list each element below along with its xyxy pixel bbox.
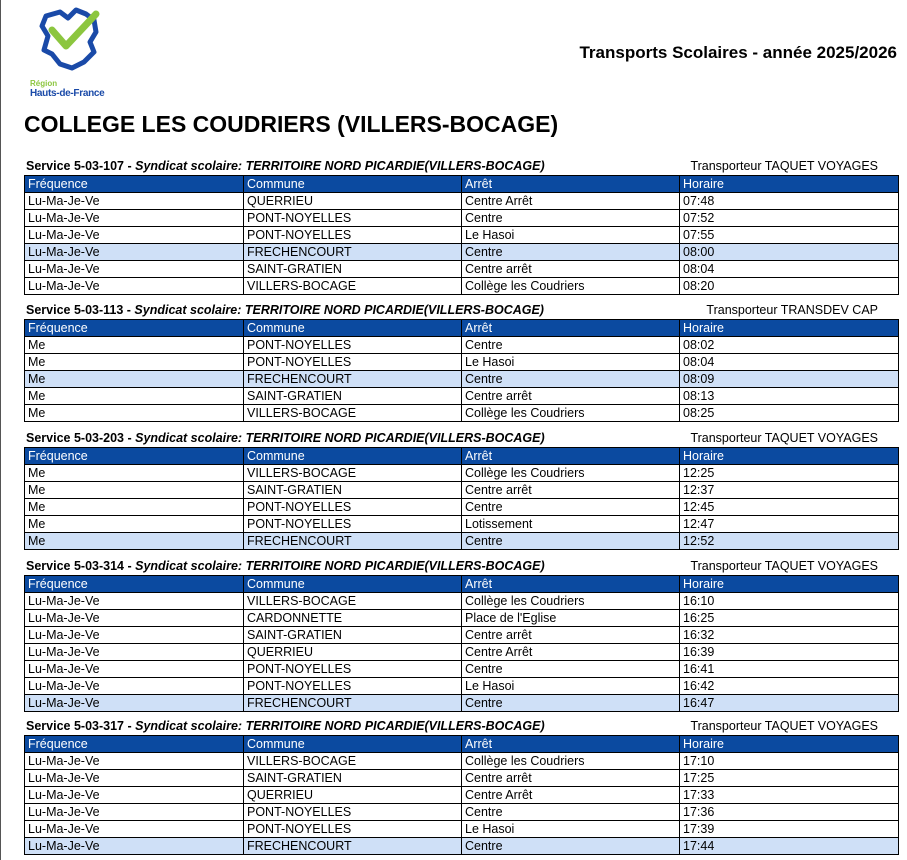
- arret-cell: Centre arrêt: [462, 388, 680, 405]
- service-transporteur: Transporteur TAQUET VOYAGES: [690, 559, 878, 573]
- horaire-cell: 17:36: [680, 804, 899, 821]
- arret-cell: Le Hasoi: [462, 678, 680, 695]
- horaire-cell: 08:25: [680, 405, 899, 422]
- commune-cell: SAINT-GRATIEN: [244, 627, 462, 644]
- column-header: Horaire: [680, 576, 899, 593]
- frequence-cell: Me: [25, 482, 244, 499]
- column-header: Horaire: [680, 448, 899, 465]
- arret-cell: Centre: [462, 838, 680, 855]
- arret-cell: Le Hasoi: [462, 354, 680, 371]
- logo-name-label: Hauts-de-France: [30, 88, 105, 99]
- commune-cell: FRECHENCOURT: [244, 838, 462, 855]
- service-header: [24, 302, 898, 319]
- frequence-cell: Lu-Ma-Je-Ve: [25, 610, 244, 627]
- column-header: Horaire: [680, 176, 899, 193]
- service-header: [24, 558, 898, 575]
- table-header-row: [25, 448, 899, 465]
- arret-cell: Centre: [462, 210, 680, 227]
- arret-cell: Le Hasoi: [462, 227, 680, 244]
- column-header: Horaire: [680, 320, 899, 337]
- service-header: [24, 430, 898, 447]
- column-header: Horaire: [680, 736, 899, 753]
- arret-cell: Centre arrêt: [462, 770, 680, 787]
- column-header: Arrêt: [462, 736, 680, 753]
- frequence-cell: Me: [25, 405, 244, 422]
- arret-cell: Centre arrêt: [462, 482, 680, 499]
- arret-cell: Centre Arrêt: [462, 644, 680, 661]
- table-row: [25, 278, 899, 295]
- column-header: Arrêt: [462, 320, 680, 337]
- service-separator: -: [123, 303, 135, 317]
- arret-cell: Collège les Coudriers: [462, 405, 680, 422]
- horaire-cell: 08:00: [680, 244, 899, 261]
- frequence-cell: Lu-Ma-Je-Ve: [25, 593, 244, 610]
- frequence-cell: Lu-Ma-Je-Ve: [25, 838, 244, 855]
- horaire-cell: 17:10: [680, 753, 899, 770]
- arret-cell: Collège les Coudriers: [462, 593, 680, 610]
- horaire-cell: 16:47: [680, 695, 899, 712]
- commune-cell: VILLERS-BOCAGE: [244, 593, 462, 610]
- commune-cell: PONT-NOYELLES: [244, 661, 462, 678]
- arret-cell: Centre Arrêt: [462, 193, 680, 210]
- commune-cell: VILLERS-BOCAGE: [244, 465, 462, 482]
- frequence-cell: Me: [25, 337, 244, 354]
- arret-cell: Centre: [462, 337, 680, 354]
- horaire-cell: 16:25: [680, 610, 899, 627]
- commune-cell: SAINT-GRATIEN: [244, 770, 462, 787]
- horaire-cell: 17:25: [680, 770, 899, 787]
- frequence-cell: Lu-Ma-Je-Ve: [25, 627, 244, 644]
- arret-cell: Centre: [462, 804, 680, 821]
- table-row: [25, 193, 899, 210]
- frequence-cell: Lu-Ma-Je-Ve: [25, 244, 244, 261]
- table-row: [25, 210, 899, 227]
- commune-cell: SAINT-GRATIEN: [244, 482, 462, 499]
- commune-cell: QUERRIEU: [244, 644, 462, 661]
- horaire-cell: 07:52: [680, 210, 899, 227]
- table-header-row: [25, 576, 899, 593]
- commune-cell: QUERRIEU: [244, 787, 462, 804]
- service-title: [26, 431, 545, 445]
- frequence-cell: Lu-Ma-Je-Ve: [25, 787, 244, 804]
- service-separator: -: [124, 431, 136, 445]
- commune-cell: SAINT-GRATIEN: [244, 388, 462, 405]
- table-row: [25, 388, 899, 405]
- table-header-row: [25, 320, 899, 337]
- commune-cell: PONT-NOYELLES: [244, 499, 462, 516]
- service-code: Service 5-03-203: [26, 431, 124, 445]
- column-header: Arrêt: [462, 576, 680, 593]
- arret-cell: Collège les Coudriers: [462, 753, 680, 770]
- arret-cell: Centre Arrêt: [462, 787, 680, 804]
- commune-cell: QUERRIEU: [244, 193, 462, 210]
- table-row: [25, 787, 899, 804]
- commune-cell: PONT-NOYELLES: [244, 678, 462, 695]
- service-code: Service 5-03-113: [26, 303, 124, 317]
- service-syndicat: Syndicat scolaire: TERRITOIRE NORD PICARDIE(VILLERS-BOCAGE): [134, 303, 544, 317]
- horaire-cell: 17:44: [680, 838, 899, 855]
- commune-cell: VILLERS-BOCAGE: [244, 405, 462, 422]
- schedule-table: [24, 447, 899, 550]
- column-header: Fréquence: [25, 176, 244, 193]
- commune-cell: VILLERS-BOCAGE: [244, 278, 462, 295]
- horaire-cell: 08:02: [680, 337, 899, 354]
- frequence-cell: Me: [25, 354, 244, 371]
- service-syndicat: Syndicat scolaire: TERRITOIRE NORD PICARDIE(VILLERS-BOCAGE): [135, 559, 545, 573]
- frequence-cell: Lu-Ma-Je-Ve: [25, 753, 244, 770]
- frequence-cell: Lu-Ma-Je-Ve: [25, 821, 244, 838]
- table-row: [25, 661, 899, 678]
- column-header: Arrêt: [462, 176, 680, 193]
- commune-cell: FRECHENCOURT: [244, 533, 462, 550]
- table-row: [25, 482, 899, 499]
- frequence-cell: Lu-Ma-Je-Ve: [25, 644, 244, 661]
- service-syndicat: Syndicat scolaire: TERRITOIRE NORD PICARDIE(VILLERS-BOCAGE): [135, 719, 545, 733]
- commune-cell: FRECHENCOURT: [244, 371, 462, 388]
- arret-cell: Centre arrêt: [462, 627, 680, 644]
- table-row: [25, 821, 899, 838]
- table-row: [25, 405, 899, 422]
- schedule-table: [24, 735, 899, 855]
- horaire-cell: 08:13: [680, 388, 899, 405]
- service-block: [24, 718, 898, 855]
- arret-cell: Centre: [462, 371, 680, 388]
- region-map-heart-icon: [38, 6, 102, 72]
- commune-cell: PONT-NOYELLES: [244, 337, 462, 354]
- schedule-table: [24, 175, 899, 295]
- horaire-cell: 17:39: [680, 821, 899, 838]
- frequence-cell: Me: [25, 465, 244, 482]
- commune-cell: FRECHENCOURT: [244, 244, 462, 261]
- service-block: [24, 430, 898, 550]
- table-row: [25, 610, 899, 627]
- document-header-title: Transports Scolaires - année 2025/2026: [579, 43, 897, 62]
- column-header: Commune: [244, 448, 462, 465]
- page-edge: [0, 0, 1, 860]
- table-row: [25, 533, 899, 550]
- column-header: Fréquence: [25, 576, 244, 593]
- table-row: [25, 804, 899, 821]
- service-separator: -: [124, 559, 136, 573]
- commune-cell: FRECHENCOURT: [244, 695, 462, 712]
- horaire-cell: 08:04: [680, 354, 899, 371]
- horaire-cell: 07:55: [680, 227, 899, 244]
- table-row: [25, 770, 899, 787]
- college-title: COLLEGE LES COUDRIERS (VILLERS-BOCAGE): [24, 111, 559, 137]
- horaire-cell: 07:48: [680, 193, 899, 210]
- commune-cell: PONT-NOYELLES: [244, 821, 462, 838]
- service-code: Service 5-03-107: [26, 159, 124, 173]
- horaire-cell: 12:52: [680, 533, 899, 550]
- table-row: [25, 644, 899, 661]
- table-row: [25, 838, 899, 855]
- schedule-table: [24, 575, 899, 712]
- arret-cell: Centre: [462, 499, 680, 516]
- frequence-cell: Me: [25, 533, 244, 550]
- column-header: Fréquence: [25, 736, 244, 753]
- arret-cell: Centre: [462, 695, 680, 712]
- frequence-cell: Lu-Ma-Je-Ve: [25, 804, 244, 821]
- horaire-cell: 12:45: [680, 499, 899, 516]
- arret-cell: Collège les Coudriers: [462, 278, 680, 295]
- horaire-cell: 08:04: [680, 261, 899, 278]
- horaire-cell: 12:25: [680, 465, 899, 482]
- arret-cell: Le Hasoi: [462, 821, 680, 838]
- frequence-cell: Lu-Ma-Je-Ve: [25, 661, 244, 678]
- service-title: [26, 303, 544, 317]
- service-transporteur: Transporteur TAQUET VOYAGES: [690, 719, 878, 733]
- arret-cell: Lotissement: [462, 516, 680, 533]
- horaire-cell: 12:37: [680, 482, 899, 499]
- service-syndicat: Syndicat scolaire: TERRITOIRE NORD PICARDIE(VILLERS-BOCAGE): [135, 159, 545, 173]
- commune-cell: CARDONNETTE: [244, 610, 462, 627]
- table-row: [25, 516, 899, 533]
- table-header-row: [25, 736, 899, 753]
- horaire-cell: 16:41: [680, 661, 899, 678]
- frequence-cell: Me: [25, 499, 244, 516]
- service-block: [24, 558, 898, 712]
- table-row: [25, 354, 899, 371]
- frequence-cell: Lu-Ma-Je-Ve: [25, 210, 244, 227]
- arret-cell: Centre arrêt: [462, 261, 680, 278]
- column-header: Arrêt: [462, 448, 680, 465]
- horaire-cell: 16:42: [680, 678, 899, 695]
- service-transporteur: Transporteur TAQUET VOYAGES: [690, 431, 878, 445]
- table-row: [25, 695, 899, 712]
- service-code: Service 5-03-317: [26, 719, 124, 733]
- table-header-row: [25, 176, 899, 193]
- arret-cell: Centre: [462, 661, 680, 678]
- service-title: [26, 719, 545, 733]
- commune-cell: VILLERS-BOCAGE: [244, 753, 462, 770]
- frequence-cell: Lu-Ma-Je-Ve: [25, 193, 244, 210]
- service-header: [24, 718, 898, 735]
- frequence-cell: Me: [25, 516, 244, 533]
- table-row: [25, 678, 899, 695]
- service-separator: -: [124, 159, 136, 173]
- table-row: [25, 261, 899, 278]
- horaire-cell: 12:47: [680, 516, 899, 533]
- column-header: Fréquence: [25, 320, 244, 337]
- service-separator: -: [124, 719, 136, 733]
- horaire-cell: 16:10: [680, 593, 899, 610]
- service-code: Service 5-03-314: [26, 559, 124, 573]
- table-row: [25, 593, 899, 610]
- commune-cell: PONT-NOYELLES: [244, 227, 462, 244]
- column-header: Commune: [244, 320, 462, 337]
- service-title: [26, 559, 545, 573]
- table-row: [25, 465, 899, 482]
- service-title: [26, 159, 545, 173]
- column-header: Fréquence: [25, 448, 244, 465]
- table-row: [25, 627, 899, 644]
- service-block: [24, 158, 898, 295]
- column-header: Commune: [244, 176, 462, 193]
- arret-cell: Collège les Coudriers: [462, 465, 680, 482]
- table-row: [25, 337, 899, 354]
- horaire-cell: 08:20: [680, 278, 899, 295]
- frequence-cell: Lu-Ma-Je-Ve: [25, 278, 244, 295]
- logo-region-label: Région: [30, 79, 58, 88]
- service-syndicat: Syndicat scolaire: TERRITOIRE NORD PICARDIE(VILLERS-BOCAGE): [135, 431, 545, 445]
- table-row: [25, 499, 899, 516]
- arret-cell: Centre: [462, 244, 680, 261]
- table-row: [25, 227, 899, 244]
- horaire-cell: 17:33: [680, 787, 899, 804]
- arret-cell: Centre: [462, 533, 680, 550]
- service-transporteur: Transporteur TAQUET VOYAGES: [690, 159, 878, 173]
- frequence-cell: Lu-Ma-Je-Ve: [25, 770, 244, 787]
- horaire-cell: 08:09: [680, 371, 899, 388]
- frequence-cell: Me: [25, 388, 244, 405]
- frequence-cell: Lu-Ma-Je-Ve: [25, 695, 244, 712]
- arret-cell: Place de l'Eglise: [462, 610, 680, 627]
- frequence-cell: Lu-Ma-Je-Ve: [25, 678, 244, 695]
- commune-cell: PONT-NOYELLES: [244, 354, 462, 371]
- frequence-cell: Me: [25, 371, 244, 388]
- commune-cell: PONT-NOYELLES: [244, 210, 462, 227]
- horaire-cell: 16:39: [680, 644, 899, 661]
- commune-cell: PONT-NOYELLES: [244, 804, 462, 821]
- service-block: [24, 302, 898, 422]
- region-logo: [28, 6, 124, 98]
- horaire-cell: 16:32: [680, 627, 899, 644]
- schedule-table: [24, 319, 899, 422]
- table-row: [25, 244, 899, 261]
- frequence-cell: Lu-Ma-Je-Ve: [25, 227, 244, 244]
- column-header: Commune: [244, 576, 462, 593]
- service-header: [24, 158, 898, 175]
- commune-cell: PONT-NOYELLES: [244, 516, 462, 533]
- frequence-cell: Lu-Ma-Je-Ve: [25, 261, 244, 278]
- commune-cell: SAINT-GRATIEN: [244, 261, 462, 278]
- table-row: [25, 753, 899, 770]
- column-header: Commune: [244, 736, 462, 753]
- table-row: [25, 371, 899, 388]
- service-transporteur: Transporteur TRANSDEV CAP: [706, 303, 878, 317]
